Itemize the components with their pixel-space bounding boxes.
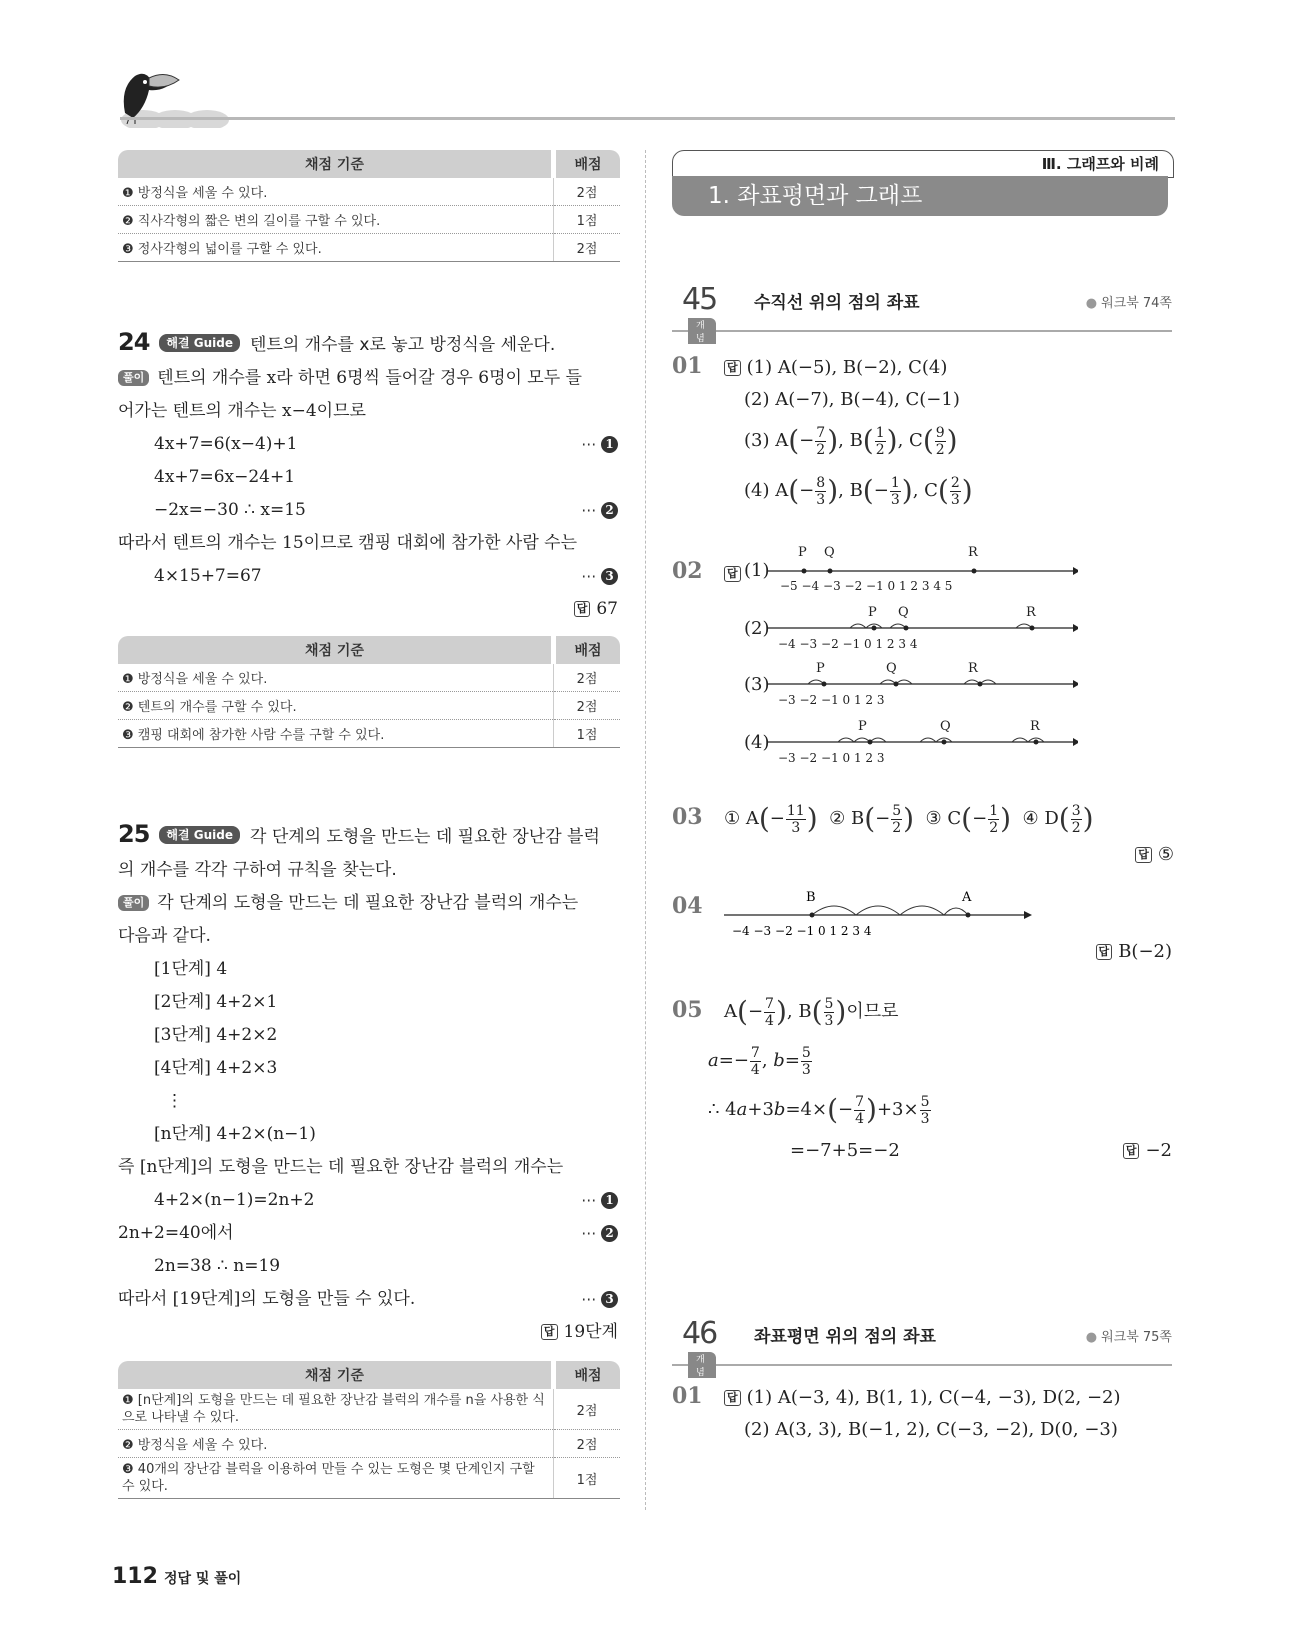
- guide-text: 텐트의 개수를 x로 놓고 방정식을 세운다.: [250, 335, 556, 355]
- page-footer: 112 정답 및 풀이: [112, 1564, 242, 1589]
- svg-text:−3 −2 −1 0 1: −3 −2 −1 0 1 2 3: [778, 751, 885, 765]
- table-row: ❸ 40개의 장난감 블럭을 이용하여 만들 수 있는 도형은 몇 단계인지 구할 수 있다. 1점: [118, 1458, 620, 1499]
- svg-text:R: R: [968, 545, 978, 560]
- q45-05: 05 A(− $\frac{7}{4}$ ), B( $\frac{5}{3}$ )이므로 a=− $\frac{7}{4}$ , b= $\frac{5}{3}$ ∴ 4a+3b=4×(− $\frac{7}{4}$ )+3× $\frac{5}{3}$ =−7+5=−2 답 −2: [672, 995, 1172, 1161]
- svg-text:−3 −2 −1 0 1: −3 −2 −1 0 1 2 3: [778, 693, 885, 707]
- header-rule: [120, 117, 1175, 120]
- svg-text:P: P: [858, 719, 867, 734]
- workbook-ref: ● 워크북 74쪽: [1086, 292, 1172, 311]
- answer-25: 답 19단계: [118, 1316, 618, 1349]
- column-divider: [645, 150, 646, 1510]
- q04-number-line-svg: [724, 883, 1044, 943]
- table-row: ❸ 정사각형의 넓이를 구할 수 있다. 2점: [118, 234, 620, 262]
- svg-text:Q: Q: [898, 605, 909, 620]
- answer-24: 답 67: [118, 593, 618, 626]
- number-lines-svg: [768, 536, 1078, 774]
- table-row: ❶ 방정식을 세울 수 있다. 2점: [118, 664, 620, 692]
- table-header-criteria: 채점 기준: [118, 150, 554, 178]
- svg-text:P: P: [868, 605, 877, 620]
- right-column: [672, 150, 1174, 1440]
- q45-02: 02 답 (1) (2) (3) (4) P Q R −5 −4 −3 −2 −1 0 1 2 3 4 5 P Q R −4 −3 −2 −1 0 1 2 3 4 P Q R −3 −2 −1 0 1 2 3 P Q R −3 −2 −1 0 1 2 3: [672, 536, 1174, 774]
- section-title: 좌표평면 위의 점의 좌표: [754, 1327, 936, 1347]
- svg-text:Q: Q: [886, 661, 897, 676]
- svg-text:Q: Q: [940, 719, 951, 734]
- chapter-label: Ⅲ. 그래프와 비례: [672, 150, 1174, 178]
- svg-text:R: R: [968, 661, 978, 676]
- section-title: 수직선 위의 점의 좌표: [754, 293, 920, 313]
- table-row: ❷ 방정식을 세울 수 있다. 2점: [118, 1430, 620, 1458]
- table-row: ❸ 캠핑 대회에 참가한 사람 수를 구할 수 있다. 1점: [118, 720, 620, 748]
- svg-text:Q: Q: [824, 545, 835, 560]
- problem-number: 24: [118, 328, 150, 356]
- svg-text:R: R: [1030, 719, 1040, 734]
- table-row: ❶ 방정식을 세울 수 있다. 2점: [118, 178, 620, 206]
- q46-01: 01 답 (1) A(−3, 4), B(1, 1), C(−4, −3), D(2, −2) (2) A(3, 3), B(−1, 2), C(−3, −2), D(0, −3): [672, 1383, 1121, 1440]
- table-row: ❷ 텐트의 개수를 구할 수 있다. 2점: [118, 692, 620, 720]
- svg-text:P: P: [798, 545, 807, 560]
- svg-text:R: R: [1026, 605, 1036, 620]
- svg-text:P: P: [816, 661, 825, 676]
- q45-04: 04 B A −4 −3 −2 −1 0 1 2 3 4 답 B(−2): [672, 883, 1174, 971]
- scoring-table-23: [118, 150, 620, 262]
- svg-text:B: B: [806, 890, 816, 905]
- svg-text:−4 −3 −2 −1 0 1: −4 −3 −2 −1 0 1 2 3 4: [778, 637, 918, 651]
- svg-text:−5 −4 −3 −2 −1 0 1 2 3: −5 −4 −3 −2 −1 0 1 2 3 4 5: [780, 579, 953, 593]
- scoring-table-25: 채점 기준 배점 ❶ [n단계]의 도형을 만드는 데 필요한 장난감 블럭의 개수를 n을 사용한 식으로 나타낼 수 있다. 2점 ❷ 방정식을 세울 수 있다. 2점 ❸ 40개의 장난감 블럭을 이용하여 만들 수 있는 도형은 몇 단계인지 구할 수 있다. 1점: [118, 1361, 620, 1499]
- table-header-points: 배점: [554, 150, 621, 178]
- solution-badge: 풀이: [118, 370, 149, 386]
- problem-25: 25 해결 Guide 각 단계의 도형을 만드는 데 필요한 장난감 블럭 의 개수를 각각 구하여 규칙을 찾는다. 풀이 각 단계의 도형을 만드는 데 필요한 장난감 블럭의 개수는 다음과 같다. [1단계] 4 [2단계] 4+2×1 [3단계] 4+2×2 [4단계] 4+2×3 ⋮ [n단계] 4+2×(n−1) 즉 [n단계]의 도형을 만드는 데 필요한 장난감 블럭의 개수는 4+2×(n−1)=2n+2 ⋯ 1 2n+2=40에서 ⋯ 2 2n=38 ∴ n=19 따라서 [19단계]의 도형을 만들 수 있다. ⋯ 3 답 19단계: [118, 818, 618, 1349]
- scoring-table-24: 채점 기준 배점 ❶ 방정식을 세울 수 있다. 2점 ❷ 텐트의 개수를 구할 수 있다. 2점 ❸ 캠핑 대회에 참가한 사람 수를 구할 수 있다. 1점: [118, 636, 620, 748]
- left-column: [118, 150, 618, 1499]
- guide-badge: 해결 Guide: [159, 334, 240, 352]
- q45-03: 03 ① A(− $\frac{11}{3}$ ) ② B(− $\frac{5}{2}$ ) ③ C(− $\frac{1}{2}$ ) ④ D( $\frac{3}{2}$ ) 답 ⑤: [672, 802, 1174, 865]
- q45-01: 01 답 (1) A(−5), B(−2), C(4) (2) A(−7), B(−4), C(−1) (3) A(− $\frac{7}{2}$ ), B( $\frac{1}{2}$ ), C( $\frac{9}{2}$ ) (4) A(− $\frac{8}{3}$ ), B(− $\frac{1}{3}$ ), C( $\frac{2}{3}$ ): [672, 353, 973, 508]
- workbook-ref: ● 워크북 75쪽: [1086, 1326, 1172, 1345]
- svg-text:−4 −3 −2 −1 0 1 2: −4 −3 −2 −1 0 1 2 3 4: [732, 924, 872, 938]
- chapter-title: 1. 좌표평면과 그래프: [672, 176, 1168, 216]
- svg-text:A: A: [962, 890, 972, 905]
- section-45: 45 개념 수직선 위의 점의 좌표 ● 워크북 74쪽: [672, 274, 1172, 332]
- table-row: ❶ [n단계]의 도형을 만드는 데 필요한 장난감 블럭의 개수를 n을 사용한 식으로 나타낼 수 있다. 2점: [118, 1389, 620, 1430]
- problem-24: 24 해결 Guide 텐트의 개수를 x로 놓고 방정식을 세운다. 풀이 텐트의 개수를 x라 하면 6명씩 들어갈 경우 6명이 모두 들 어가는 텐트의 개수는 x−4이므로 4x+7=6(x−4)+1 ⋯ 1 4x+7=6x−24+1 −2x=−30 ∴ x=15 ⋯ 2 따라서 텐트의 개수는 15이므로 캠핑 대회에 참가한 사람 수는 4×15+7=67 ⋯ 3 답 67: [118, 326, 618, 626]
- table-row: ❷ 직사각형의 짧은 변의 길이를 구할 수 있다. 1점: [118, 206, 620, 234]
- section-46: 46 개념 좌표평면 위의 점의 좌표 ● 워크북 75쪽: [672, 1308, 1172, 1366]
